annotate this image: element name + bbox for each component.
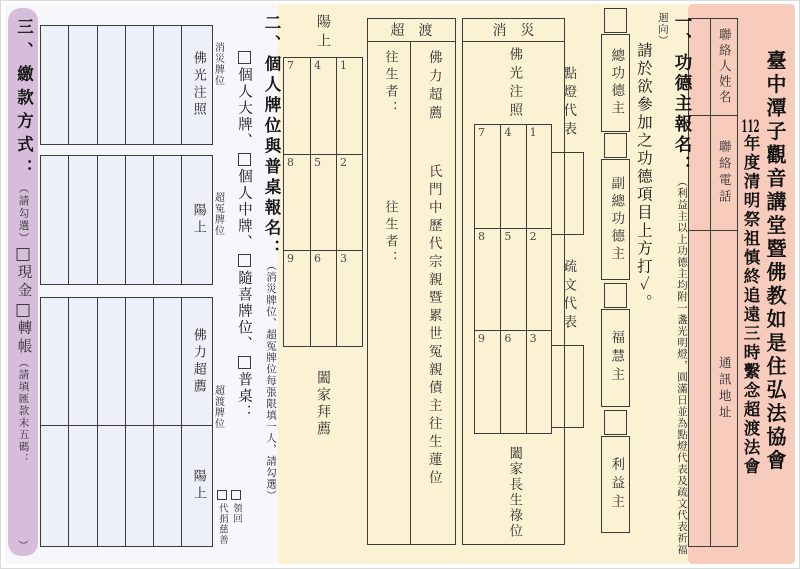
payment-grid-label-cell	[181, 26, 211, 144]
grid-cell-number: 8	[287, 156, 294, 169]
grid-cell-number: 5	[314, 156, 321, 169]
deceased-label-1: 往生者：	[382, 50, 398, 118]
grid-cell[interactable]	[526, 125, 551, 228]
yang-shang-label: 陽上	[315, 14, 332, 52]
salvation-ancestors-column[interactable]	[411, 42, 455, 544]
contact-name-label: 聯絡人姓名	[717, 28, 733, 106]
payment-grid-salvation	[40, 297, 213, 547]
personal-large-tablet-checkbox[interactable]	[238, 51, 251, 64]
section1-instruction: 請於欲參加之功德項目上方打✓。	[634, 42, 653, 312]
voluntary-tablet-label: 隨喜牌位、	[236, 270, 252, 353]
grid-cell[interactable]	[310, 58, 336, 154]
grid-cell-number: 7	[287, 59, 294, 72]
personal-medium-tablet-checkbox[interactable]	[238, 153, 251, 166]
name-column[interactable]	[97, 156, 125, 284]
lamp-rep-label: 點燈代表	[560, 65, 577, 140]
offering-table-label: 普桌：	[236, 371, 252, 421]
grid-cell[interactable]	[526, 228, 551, 331]
transfer-checkbox[interactable]	[17, 304, 30, 317]
deceased-label-2: 往生者：	[382, 200, 398, 268]
name-column[interactable]	[125, 426, 153, 546]
name-column[interactable]	[125, 298, 153, 425]
grid-cell[interactable]	[284, 250, 310, 346]
cash-checkbox[interactable]	[17, 248, 30, 261]
benefit-patron-box[interactable]	[601, 436, 630, 533]
grid-cell[interactable]	[526, 330, 551, 433]
grid-cell-number: 4	[504, 126, 512, 139]
name-column[interactable]	[68, 26, 96, 144]
yang-shang-label: 陽上	[190, 203, 206, 237]
payment-grid-label-cell	[181, 426, 211, 546]
form-subtitle-text: 年度清明祭祖慎終追遠三時繫念超渡法會	[740, 134, 760, 477]
donate-charity-label: 代捐慈善	[216, 503, 228, 545]
deputy-chief-patron-box[interactable]	[601, 159, 630, 280]
take-back-option[interactable]	[230, 487, 241, 559]
personal-large-tablet-label: 個人大牌、	[236, 67, 252, 150]
disaster-relief-header: 消災	[463, 19, 564, 42]
memorial-text-rep-label: 疏文代表	[560, 258, 577, 333]
name-column[interactable]	[68, 156, 96, 284]
family-longevity-label: 闔家長生祿位	[506, 446, 523, 539]
contact-table	[688, 18, 738, 547]
name-column[interactable]	[68, 298, 96, 425]
name-column[interactable]	[41, 26, 68, 144]
grid-cell[interactable]	[475, 330, 500, 433]
grid-cell-number: 1	[529, 126, 537, 139]
grid-cell-number: 3	[340, 252, 347, 265]
yang-shang-label: 陽上	[190, 469, 206, 503]
disaster-relief-section	[462, 18, 565, 545]
section1-heading: 一、功德主報名：	[672, 12, 692, 176]
payment-grid-yang-shang	[40, 155, 213, 285]
deputy-chief-patron-checkbox[interactable]	[604, 133, 627, 158]
salvation-header: 超渡	[368, 19, 455, 42]
section3-note2: （請填匯款末五碼：	[17, 357, 30, 465]
fortune-wisdom-patron-label: 福慧主	[608, 330, 625, 386]
grid-cell-number: 4	[314, 59, 321, 72]
grid-cell[interactable]	[284, 58, 310, 154]
fortune-wisdom-patron-checkbox[interactable]	[604, 283, 627, 308]
grid-cell-number: 6	[314, 252, 321, 265]
grid-cell-number: 2	[529, 229, 537, 243]
name-column[interactable]	[41, 426, 68, 546]
family-worship-label: 闔家拜薦	[315, 369, 332, 438]
grid-cell[interactable]	[336, 58, 362, 154]
name-column[interactable]	[97, 26, 125, 144]
cash-label: 現金	[15, 264, 32, 301]
grid-cell-number: 9	[478, 332, 485, 346]
salvation-section	[367, 18, 456, 545]
grid-cell-number: 6	[504, 332, 512, 346]
name-column[interactable]	[153, 298, 181, 425]
grid-cell[interactable]	[310, 154, 336, 250]
buddha-light-label: 佛光注照	[506, 47, 523, 121]
contact-phone-label: 聯絡電話	[717, 140, 733, 206]
grid-cell-number: 7	[478, 126, 485, 139]
yang-shang-grid	[283, 57, 363, 347]
contact-address-input-area[interactable]	[689, 231, 711, 546]
buddha-power-label: 佛力超薦	[425, 50, 442, 124]
yang-shang-label-wrap	[283, 12, 363, 54]
contact-row-name	[689, 19, 737, 116]
payment-grid-salvation-bottom	[41, 426, 212, 546]
payment-strip-text	[14, 18, 33, 518]
name-column[interactable]	[153, 156, 181, 284]
grid-cell[interactable]	[336, 154, 362, 250]
grid-cell[interactable]	[336, 250, 362, 346]
grid-cell[interactable]	[475, 228, 500, 331]
voluntary-tablet-checkbox[interactable]	[238, 254, 251, 267]
personal-medium-tablet-label: 個人中牌、	[236, 168, 252, 251]
section2-options-column	[226, 48, 252, 488]
payment-grid-buddha-light	[40, 25, 213, 145]
grid-cell[interactable]	[475, 125, 500, 228]
transfer-label: 轉帳	[15, 320, 32, 357]
payment-grid-label-cell	[181, 298, 211, 425]
name-column[interactable]	[125, 26, 153, 144]
grid-cell[interactable]	[500, 330, 525, 433]
disaster-relief-grid	[474, 124, 552, 434]
chief-patron-checkbox[interactable]	[604, 8, 627, 33]
grid-cell-number: 5	[504, 229, 512, 243]
section1-note: （利益主以上功德主均附一盞光明燈，圓滿日並為點燈代表及疏文代表祈福迴向）	[656, 12, 688, 556]
salvation-deceased-column[interactable]	[368, 42, 411, 544]
deputy-chief-patron-label: 副總功德主	[608, 175, 625, 264]
name-column[interactable]	[97, 298, 125, 425]
offering-table-checkbox[interactable]	[238, 356, 251, 369]
section1-heading-column	[656, 12, 692, 560]
ancestors-lotus-label: 氏門中歷代宗親暨累世冤親債主往生蓮位	[425, 164, 442, 488]
grid-cell[interactable]	[310, 250, 336, 346]
annotation-grievance-tablet: 超冤牌位	[212, 192, 224, 236]
name-column[interactable]	[68, 426, 96, 546]
grid-cell-number: 8	[478, 229, 485, 243]
name-column[interactable]	[41, 298, 68, 425]
chief-patron-label: 總功德主	[608, 48, 625, 118]
section2-heading: 二、個人牌位與普桌報名：	[262, 14, 281, 260]
buddha-light-label: 佛光注照	[190, 51, 206, 119]
section3-heading: 三、繳款方式：	[14, 18, 34, 183]
benefit-patron-checkbox[interactable]	[604, 410, 627, 435]
payment-method-strip	[8, 8, 38, 556]
section3-note: （請勾選）	[17, 182, 30, 245]
take-back-label: 領回	[230, 503, 242, 524]
benefit-patron-label: 利益主	[608, 456, 625, 513]
section2-note: （消災牌位、超冤牌位每張限填一人，請勾選）	[265, 260, 277, 502]
donate-charity-option[interactable]	[216, 487, 227, 559]
name-column[interactable]	[97, 426, 125, 546]
contact-address-label: 通訊地址	[717, 355, 733, 422]
family-worship-label-wrap	[283, 356, 363, 451]
contact-row-phone	[689, 116, 737, 231]
name-column[interactable]	[125, 156, 153, 284]
buddha-light-label-wrap	[463, 45, 564, 123]
name-column[interactable]	[41, 156, 68, 284]
take-back-checkbox[interactable]	[231, 490, 241, 500]
grid-cell-number: 1	[340, 59, 347, 72]
annotation-salvation-tablet: 超渡牌位	[212, 385, 224, 429]
fortune-wisdom-patron-box[interactable]	[601, 309, 630, 407]
grid-cell-number: 9	[287, 252, 294, 265]
buddha-power-label: 佛力超薦	[190, 327, 206, 396]
payment-grid-salvation-top	[41, 298, 212, 426]
section3-note2-close: ）	[17, 539, 30, 550]
annotation-disaster-tablet: 消災牌位	[212, 42, 224, 86]
contact-row-address	[689, 231, 737, 546]
grid-cell[interactable]	[284, 154, 310, 250]
grid-cell[interactable]	[500, 228, 525, 331]
contact-name-input-area[interactable]	[689, 19, 711, 115]
grid-cell-number: 2	[340, 156, 347, 169]
name-column[interactable]	[153, 26, 181, 144]
grid-cell[interactable]	[500, 125, 525, 228]
family-longevity-label-wrap	[463, 445, 564, 540]
grid-cell-number: 3	[529, 332, 537, 346]
form-subtitle: 112年度清明祭祖慎終追遠三時繫念超渡法會	[740, 118, 760, 477]
form-title: 臺中潭子觀音講堂暨佛教如是住弘法協會	[763, 50, 787, 473]
chief-patron-box[interactable]	[601, 34, 630, 132]
donate-charity-checkbox[interactable]	[217, 490, 227, 500]
name-column[interactable]	[153, 426, 181, 546]
offering-table-sub-options	[216, 487, 241, 559]
payment-grid-label-cell	[181, 156, 211, 284]
section2-heading-column	[252, 14, 280, 560]
contact-phone-input-area[interactable]	[689, 116, 711, 230]
